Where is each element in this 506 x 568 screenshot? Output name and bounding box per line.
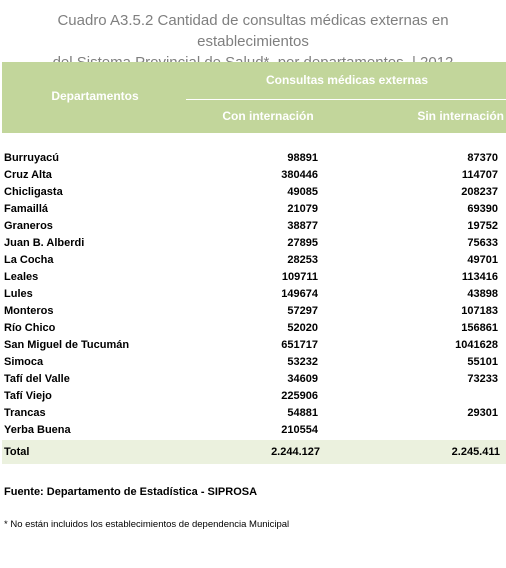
sin-internacion-value: 73233 [467, 373, 498, 385]
con-internacion-value: 28253 [287, 254, 318, 266]
sin-internacion-value: 87370 [467, 152, 498, 164]
con-internacion-value: 109711 [281, 271, 318, 283]
table-row [0, 406, 506, 423]
department-name: Tafí Viejo [4, 390, 52, 402]
sin-internacion-value: 107183 [461, 305, 498, 317]
con-internacion-value: 49085 [287, 186, 318, 198]
department-name: San Miguel de Tucumán [4, 339, 130, 351]
con-internacion-value: 149674 [281, 288, 318, 300]
con-internacion-value: 38877 [287, 220, 318, 232]
sin-internacion-value: 69390 [467, 203, 498, 215]
table-row [0, 236, 506, 253]
table-row [0, 253, 506, 270]
sin-internacion-value: 43898 [467, 288, 498, 300]
con-internacion-value: 57297 [287, 305, 318, 317]
source-note: Fuente: Departamento de Estadística - SIPROSA [4, 486, 258, 498]
title-line-1: Cuadro A3.5.2 Cantidad de consultas médicas externas en establecimientos [57, 12, 449, 50]
total-con-internacion: 2.244.127 [271, 446, 320, 458]
table-body [0, 151, 506, 440]
sin-internacion-value: 55101 [467, 356, 498, 368]
con-internacion-value: 53232 [287, 356, 318, 368]
table-row [0, 321, 506, 338]
department-name: Tafí del Valle [4, 373, 70, 385]
table-row [0, 151, 506, 168]
table-row [0, 202, 506, 219]
sin-internacion-value: 29301 [467, 407, 498, 419]
sin-internacion-value: 113416 [461, 271, 498, 283]
table-row [0, 389, 506, 406]
table-row [0, 287, 506, 304]
sin-internacion-value: 49701 [467, 254, 498, 266]
table-row [0, 304, 506, 321]
header-sin-internacion: Sin internación [417, 109, 504, 123]
department-name: La Cocha [4, 254, 54, 266]
sin-internacion-value: 19752 [467, 220, 498, 232]
department-name: Chicligasta [4, 186, 63, 198]
department-name: Leales [4, 271, 39, 283]
con-internacion-value: 52020 [287, 322, 318, 334]
con-internacion-value: 54881 [287, 407, 318, 419]
table-row [0, 219, 506, 236]
sin-internacion-value: 75633 [467, 237, 498, 249]
table-header [2, 62, 506, 133]
table-row [0, 270, 506, 287]
department-name: Monteros [4, 305, 54, 317]
total-row [2, 440, 506, 464]
total-label: Total [4, 446, 30, 458]
footnote: * No están incluidos los establecimientos de dependencia Municipal [4, 519, 290, 530]
con-internacion-value: 98891 [287, 152, 318, 164]
con-internacion-value: 225906 [281, 390, 318, 402]
department-name: Burruyacú [4, 152, 60, 164]
department-name: Río Chico [4, 322, 56, 334]
total-sin-internacion: 2.245.411 [451, 446, 500, 458]
con-internacion-value: 34609 [287, 373, 318, 385]
header-consultas-group: Consultas médicas externas [265, 73, 429, 87]
table-row [0, 355, 506, 372]
department-name: Simoca [4, 356, 44, 368]
sin-internacion-value: 208237 [461, 186, 498, 198]
table-row [0, 185, 506, 202]
header-con-internacion: Con internación [222, 109, 314, 123]
department-name: Famaillá [4, 203, 49, 215]
con-internacion-value: 27895 [287, 237, 318, 249]
department-name: Lules [4, 288, 33, 300]
table-row [0, 372, 506, 389]
department-name: Graneros [4, 220, 53, 232]
sin-internacion-value: 156861 [461, 322, 498, 334]
table-row [0, 423, 506, 440]
con-internacion-value: 21079 [287, 203, 318, 215]
department-name: Yerba Buena [4, 424, 71, 436]
department-name: Juan B. Alberdi [4, 237, 85, 249]
sin-internacion-value: 1041628 [455, 339, 498, 351]
con-internacion-value: 380446 [281, 169, 318, 181]
con-internacion-value: 210554 [281, 424, 318, 436]
table-row [0, 338, 506, 355]
department-name: Cruz Alta [4, 169, 52, 181]
header-divider [186, 99, 506, 100]
table-row [0, 168, 506, 185]
header-departamentos: Departamentos [51, 89, 139, 103]
con-internacion-value: 651717 [281, 339, 318, 351]
department-name: Trancas [4, 407, 46, 419]
sin-internacion-value: 114707 [461, 169, 498, 181]
